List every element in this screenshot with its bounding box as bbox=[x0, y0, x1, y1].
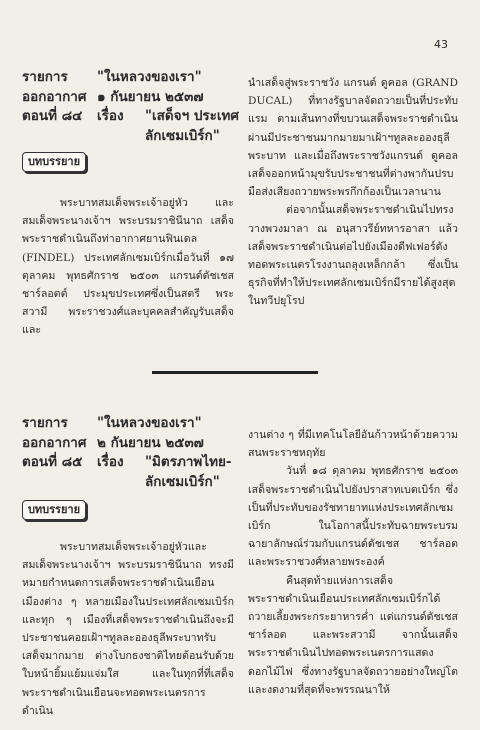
paragraph: พระบาทสมเด็จพระเจ้าอยู่หัวและสมเด็จพระนางเจ้าฯ พระบรมราชินีนาถ ทรงมีหมายกำหนดการเสด็จพระราชดำเนินเยือนเมืองต่าง ๆ หลายเมืองในประเทศลักเซมเบิร์ก และทุก ๆ เมืองที่เสด็จพระราชดำเนินถึงจะมีประชาชนคอยเฝ้าฯทูลละอองธุลีพระบาทรับเสด็จมากมาย ต่างโบกธงชาติไทยต้อนรับด้วยใบหน้ายิ้มแย้มแจ่มใส และในทุกที่ที่เสด็จพระราชดำเนินเยือนจะทอดพระเนตรการดำเนิน bbox=[22, 541, 234, 717]
section-1-left-column bbox=[22, 194, 234, 340]
section-1-header bbox=[22, 68, 239, 146]
topic-line-1: "มิตรภาพไทย- bbox=[145, 454, 232, 470]
topic-line-2: ลักเซมเบิร์ก" bbox=[145, 127, 220, 144]
program-value: "ในหลวงของเรา" bbox=[97, 415, 202, 431]
section-2-left-column bbox=[22, 538, 234, 720]
program-value: "ในหลวงของเรา" bbox=[97, 69, 202, 85]
airdate-value: ๒ กันยายน ๒๕๓๗ bbox=[97, 434, 204, 451]
topic-label: เรื่อง bbox=[97, 454, 124, 470]
episode-label: ตอนที่ ๘๕ bbox=[22, 454, 83, 470]
topic-line-1: "เสด็จฯ ประเทศ bbox=[145, 108, 239, 124]
topic-line-2: ลักเซมเบิร์ก" bbox=[145, 473, 220, 490]
page-number: 43 bbox=[434, 38, 448, 51]
paragraph: นำเสด็จสู่พระราชวัง แกรนด์ ดูคอล (GRAND DUCAL) ที่ทางรัฐบาลจัดถวายเป็นที่ประทับแรม ตามเส้นทางที่ขบวนเสด็จพระราชดำเนินผ่านมีประชาชนมากมายมาเฝ้าฯทูลละอองธุลีพระบาท และเมื่อถึงพระราชวังแกรนด์ ดูคอล เสด็จออกหน้ามุขรับประชาชนที่ต่างพากันปรบมือส่งเสียงถวายพระพรกึกก้องเป็นเวลานาน bbox=[248, 77, 458, 199]
section-2-header bbox=[22, 414, 232, 492]
section-1-right-column bbox=[248, 74, 458, 311]
airdate-value: ๑ กันยายน ๒๕๓๗ bbox=[97, 88, 204, 105]
paragraph: ต่อจากนั้นเสด็จพระราชดำเนินไปทรงวางพวงมาลา ณ อนุสาวรีย์ทหารอาสา แล้วเสด็จพระราชดำเนินต่อไปยังเมืองดีฟเฟอร์ดังทอดพระเนตรโรงงานถลุงเหล็กกล้า ซึ่งเป็นธุรกิจที่ทำให้ประเทศลักเซมเบิร์กมีรายได้สูงสุดในทวีปยุโรป bbox=[248, 204, 458, 308]
section-divider bbox=[152, 371, 318, 374]
section-2-right-column bbox=[248, 426, 458, 699]
narration-badge: บทบรรยาย bbox=[22, 152, 86, 172]
paragraph: คืนสุดท้ายแห่งการเสด็จพระราชดำเนินเยือนประเทศลักเซมเบิร์กได้ถวายเลี้ยงพระกระยาหารค่ำ แด่แกรนด์ดัชเชส ชาร์ลอต และพระสวามี จากนั้นเสด็จพระราชดำเนินไปทอดพระเนตรการแสดงดอกไม้ไฟ ซึ่งทางรัฐบาลจัดถวายอย่างใหญ่โตและงดงามที่สุดที่จะพรรณนาให้ bbox=[248, 574, 458, 696]
program-label: รายการ bbox=[22, 415, 68, 431]
program-label: รายการ bbox=[22, 69, 68, 85]
airdate-label: ออกอากาศ bbox=[22, 434, 87, 451]
paragraph: งานต่าง ๆ ที่มีเทคโนโลยีอันก้าวหน้าด้วยความสนพระราชหฤทัย bbox=[248, 429, 458, 460]
topic-label: เรื่อง bbox=[97, 108, 124, 124]
airdate-label: ออกอากาศ bbox=[22, 88, 87, 105]
paragraph: วันที่ ๑๘ ตุลาคม พุทธศักราช ๒๕๐๓ เสด็จพระราชดำเนินไปยังปราสาทเบตเบิร์ก ซึ่งเป็นที่ประทับของรัชทายาทแห่งประเทศลักเซมเบิร์ก ในโอกาสนี้ประทับฉายพระบรมฉายาลักษณ์ร่วมกับแกรนด์ดัชเชส ชาร์ลอต และพระราชวงศ์หลายพระองค์ bbox=[248, 465, 458, 569]
narration-badge: บทบรรยาย bbox=[22, 500, 86, 520]
paragraph: พระบาทสมเด็จพระเจ้าอยู่หัว และสมเด็จพระนางเจ้าฯ พระบรมราชินีนาถ เสด็จพระราชดำเนินถึงท่าอากาศยานฟินเดล (FINDEL) ประเทศลักเซมเบิร์กเมื่อวันที่ ๑๗ ตุลาคม พุทธศักราช ๒๕๐๓ แกรนด์ดัชเชส ชาร์ลอตต์ ประมุขประเทศซึ่งเป็นสตรี พระสวามี พระราชวงศ์และบุคคลสำคัญรับเสด็จ และ bbox=[22, 197, 234, 337]
episode-label: ตอนที่ ๘๔ bbox=[22, 108, 83, 124]
